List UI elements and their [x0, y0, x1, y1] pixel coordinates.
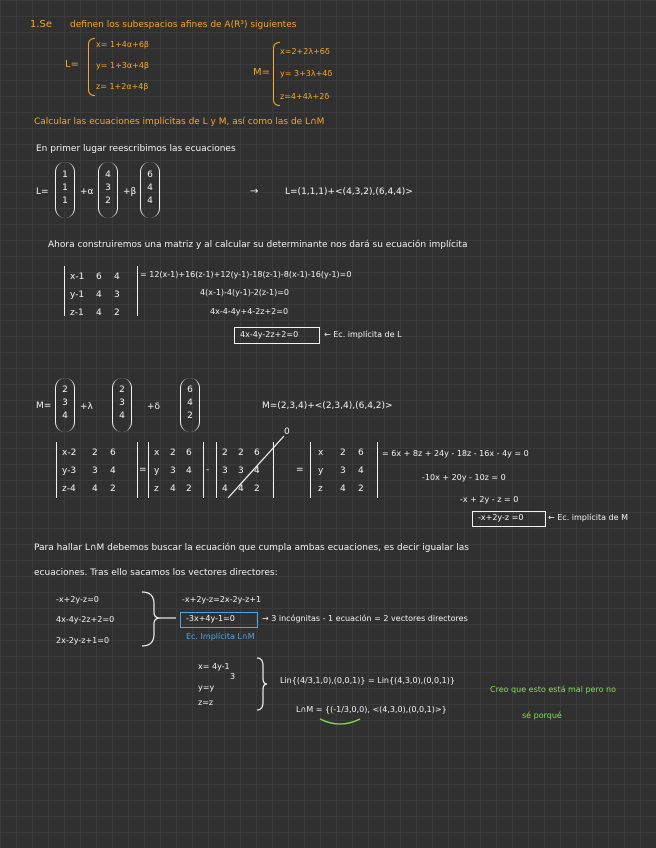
- cross-out-mark: [220, 428, 300, 504]
- L-det-r3c3: 2: [114, 308, 120, 318]
- L-v1-values: [103, 170, 113, 206]
- L-det-r3c2: 4: [96, 308, 102, 318]
- system-eq-1: -x+2y-z=0: [56, 595, 99, 604]
- equals-2: =: [296, 465, 304, 475]
- intersection-result: L∩M = {(-1/3,0,0), <(4,3,0),(0,0,1)>}: [296, 705, 447, 714]
- M-det4-entries: [318, 448, 372, 494]
- M-d1-r1c2: 2: [92, 448, 98, 458]
- L-det-r2c2: 4: [96, 290, 102, 300]
- M-d3-r2c2: 3: [238, 466, 244, 476]
- M-v2-y: 4: [187, 398, 193, 408]
- L-v2-x: 6: [147, 170, 153, 180]
- minus-sign: -: [206, 465, 210, 475]
- L-det-r1c3: 4: [114, 272, 120, 282]
- task-statement: Calcular las ecuaciones implícitas de L y M, así como las de L∩M: [34, 117, 325, 127]
- green-underline: [318, 715, 362, 727]
- M-point-x: 2: [62, 385, 68, 395]
- equals-1: =: [139, 465, 147, 475]
- M-det-simplified: -10x + 20y - 10z = 0: [422, 473, 506, 482]
- M-vector-label: M=: [36, 401, 52, 411]
- system-eq-3: 2x-2y-z+1=0: [56, 636, 110, 645]
- M-d2-r3c2: 4: [170, 484, 176, 494]
- param-x-denominator: 3: [230, 672, 236, 681]
- M-d1-r1c3: 6: [110, 448, 116, 458]
- equate-step: -x+2y-z=2x-2y-z+1: [182, 595, 262, 604]
- M-d3-r1c2: 2: [238, 448, 244, 458]
- doubt-comment-line2: sé porqué: [522, 711, 562, 720]
- alpha-coefficient: +α: [80, 187, 94, 197]
- param-brace: [255, 656, 269, 712]
- M-d1-r1c1: x-2: [62, 448, 77, 458]
- M-det2-entries: [154, 448, 200, 494]
- system-brace-arrow: [140, 590, 180, 650]
- M-d1-r2c3: 4: [110, 466, 116, 476]
- M-d3-r1c3: 6: [254, 448, 260, 458]
- M-v2-x: 6: [187, 385, 193, 395]
- intersection-implicit-label: Ec. Implícita L∩M: [186, 632, 255, 641]
- beta-coefficient: +β: [123, 187, 137, 197]
- M-eq-z: z=4+4λ+2δ: [280, 92, 330, 101]
- M-d2-r1c3: 6: [186, 448, 192, 458]
- M-d3-r1c1: 2: [222, 448, 228, 458]
- L-eq-z: z= 1+2α+4β: [96, 82, 149, 91]
- L-vector-label: L=: [36, 187, 49, 197]
- delta-coefficient: +δ: [147, 402, 161, 412]
- intersection-text-1: Para hallar L∩M debemos buscar la ecuación que cumpla ambas ecuaciones, es decir igualar las: [34, 543, 469, 553]
- L-label: L=: [65, 59, 79, 70]
- arrow-icon: →: [250, 186, 259, 197]
- M-v1-y: 3: [119, 398, 125, 408]
- exercise-statement: definen los subespacios afines de A(R³) siguientes: [70, 20, 297, 30]
- M-d4-r1c1: x: [318, 448, 324, 458]
- intersection-text-2: ecuaciones. Tras ello sacamos los vectores directores:: [34, 568, 278, 578]
- lambda-coefficient: +λ: [80, 402, 93, 412]
- M-d4-r2c1: y: [318, 466, 324, 476]
- L-eq-y: y= 1+3α+4β: [96, 61, 150, 70]
- M-det-expansion: = 6x + 8z + 24y - 18z - 16x - 4y = 0: [382, 449, 529, 458]
- M-d4-r2c3: 4: [358, 466, 364, 476]
- L-implicit-note: ← Ec. implícita de L: [324, 330, 402, 339]
- M-v1-z: 4: [119, 411, 125, 421]
- L-point-x: 1: [62, 170, 68, 180]
- L-v1-z: 2: [105, 196, 111, 206]
- doubt-comment-line1: Creo que esto está mal pero no: [490, 685, 616, 694]
- L-det-r2c3: 3: [114, 290, 120, 300]
- M-det-reduced: -x + 2y - z = 0: [460, 495, 519, 504]
- L-det-r1c2: 6: [96, 272, 102, 282]
- M-v2-z: 2: [187, 411, 193, 421]
- M-point-values: [60, 385, 70, 421]
- L-v2-z: 4: [147, 196, 153, 206]
- L-det-r2c1: y-1: [70, 290, 85, 300]
- M-d3-r2c1: 3: [222, 466, 228, 476]
- M-v1-values: [117, 385, 127, 421]
- param-z: z=z: [198, 698, 214, 707]
- M-d3-r3c2: 4: [238, 484, 244, 494]
- M-d1-r2c1: y-3: [62, 466, 77, 476]
- M-d1-r3c1: z-4: [62, 484, 76, 494]
- L-det-expanded: 4x-4-4y+4-2z+2=0: [210, 307, 289, 316]
- L-eq-x: x= 1+4α+6β: [96, 40, 150, 49]
- L-det-simplified: 4(x-1)-4(y-1)-2(z-1)=0: [200, 288, 290, 297]
- zero-annotation: 0: [284, 427, 290, 437]
- M-affine-form: M=(2,3,4)+<(2,3,4),(6,4,2)>: [262, 401, 393, 411]
- L-affine-form: L=(1,1,1)+<(4,3,2),(6,4,4)>: [285, 187, 413, 197]
- L-point-z: 1: [62, 196, 68, 206]
- director-count-note: → 3 incógnitas - 1 ecuación = 2 vectores directores: [262, 614, 468, 623]
- intersection-implicit-equation: -3x+4y-1=0: [186, 614, 235, 623]
- M-d2-r1c1: x: [154, 448, 160, 458]
- L-v1-y: 3: [105, 183, 111, 193]
- M-d3-r2c3: 4: [254, 466, 260, 476]
- M-d4-r3c1: z: [318, 484, 323, 494]
- M-system-brace: [273, 42, 280, 106]
- L-point-y: 1: [62, 183, 68, 193]
- M-d4-r3c3: 2: [358, 484, 364, 494]
- L-v2-values: [145, 170, 155, 206]
- method-text: Ahora construiremos una matriz y al calcular su determinante nos dará su ecuación implícita: [48, 240, 468, 250]
- M-label: M=: [253, 67, 271, 78]
- system-eq-2: 4x-4y-2z+2=0: [56, 615, 115, 624]
- M-point-y: 3: [62, 398, 68, 408]
- M-d2-r2c3: 4: [186, 466, 192, 476]
- M-d2-r3c1: z: [154, 484, 159, 494]
- M-implicit-equation: -x+2y-z =0: [478, 513, 524, 522]
- M-d4-r3c2: 4: [340, 484, 346, 494]
- param-x: x= 4y-1: [198, 662, 230, 671]
- L-v2-y: 4: [147, 183, 153, 193]
- M-d1-r2c2: 3: [92, 466, 98, 476]
- L-determinant-entries: [70, 272, 132, 318]
- M-d2-r3c3: 2: [186, 484, 192, 494]
- M-d3-r3c1: 4: [222, 484, 228, 494]
- M-d4-r1c3: 6: [358, 448, 364, 458]
- L-implicit-equation: 4x-4y-2z+2=0: [240, 330, 299, 339]
- M-d4-r2c2: 3: [340, 466, 346, 476]
- M-det1-entries: [62, 448, 128, 494]
- M-v2-values: [185, 385, 195, 421]
- M-implicit-note: ← Ec. implícita de M: [548, 513, 628, 522]
- param-y: y=y: [198, 683, 215, 692]
- span-vectors: Lin{(4/3,1,0),(0,0,1)} = Lin{(4,3,0),(0,0,1)}: [280, 676, 455, 685]
- L-det-expansion: = 12(x-1)+16(z-1)+12(y-1)-18(z-1)-8(x-1)-16(y-1)=0: [140, 270, 352, 279]
- M-d1-r3c2: 4: [92, 484, 98, 494]
- L-system-brace: [88, 38, 95, 96]
- L-point-values: [60, 170, 70, 206]
- L-v1-x: 4: [105, 170, 111, 180]
- M-eq-y: y= 3+3λ+4δ: [280, 69, 333, 78]
- exercise-number: 1.Se: [30, 19, 53, 30]
- L-det-r1c1: x-1: [70, 272, 85, 282]
- M-d1-r3c3: 2: [110, 484, 116, 494]
- M-d4-r1c2: 2: [340, 448, 346, 458]
- L-det-r3c1: z-1: [70, 308, 84, 318]
- M-d2-r1c2: 2: [170, 448, 176, 458]
- M-v1-x: 2: [119, 385, 125, 395]
- M-point-z: 4: [62, 411, 68, 421]
- intro-text: En primer lugar reescribimos las ecuaciones: [36, 144, 236, 154]
- M-eq-x: x=2+2λ+6δ: [280, 47, 330, 56]
- M-d2-r2c2: 3: [170, 466, 176, 476]
- M-d2-r2c1: y: [154, 466, 160, 476]
- M-d3-r3c3: 2: [254, 484, 260, 494]
